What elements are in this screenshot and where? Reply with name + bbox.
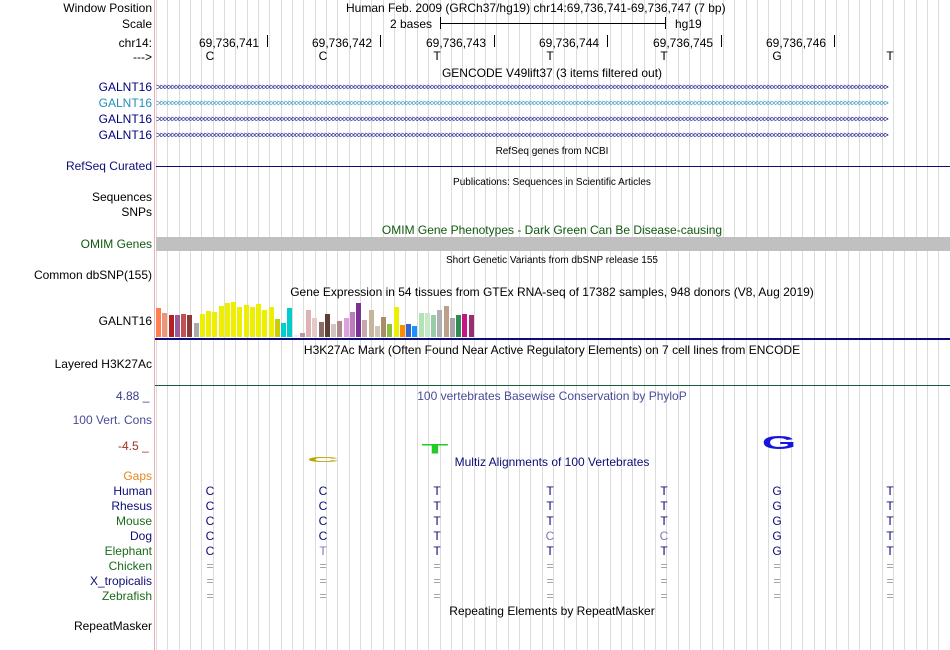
conservation-logo-t: T: [421, 441, 449, 457]
reference-base: C: [318, 49, 328, 63]
gtex-tissue-bar[interactable]: [387, 324, 392, 337]
gtex-tissue-bar[interactable]: [319, 322, 324, 337]
gencode-transcript-label[interactable]: GALNT16: [98, 96, 152, 110]
alignment-gap-marker: =: [546, 589, 554, 603]
gencode-transcript-label[interactable]: GALNT16: [98, 112, 152, 126]
reference-base: C: [205, 49, 215, 63]
coordinate-label: 69,736,743: [426, 36, 487, 50]
coordinate-tick: [494, 35, 495, 47]
alignment-gap-marker: =: [433, 589, 441, 603]
gencode-track-title[interactable]: GENCODE V49lift37 (3 items filtered out): [441, 66, 663, 80]
reference-base: G: [772, 49, 782, 63]
species-label[interactable]: Dog: [129, 529, 152, 543]
conservation-track-title[interactable]: 100 vertebrates Basewise Conservation by PhyloP: [417, 389, 687, 403]
gtex-tissue-bar[interactable]: [262, 310, 267, 337]
alignment-gap-marker: =: [660, 559, 668, 573]
reference-base: T: [660, 49, 668, 63]
alignment-base: T: [433, 499, 441, 513]
alignment-base: C: [205, 529, 215, 543]
window-position-value[interactable]: Human Feb. 2009 (GRCh37/hg19) chr14:69,736,741-69,736,747 (7 bp): [346, 1, 726, 15]
gtex-tissue-bar[interactable]: [469, 315, 474, 337]
scale-value: 2 bases: [390, 17, 433, 31]
alignment-base: T: [660, 544, 668, 558]
alignment-base: C: [318, 514, 328, 528]
alignment-base: C: [205, 544, 215, 558]
alignment-gap-marker: =: [206, 559, 214, 573]
conservation-track-label[interactable]: 100 Vert. Cons: [72, 413, 152, 427]
alignment-base: T: [546, 544, 554, 558]
alignment-base: G: [772, 484, 782, 498]
alignment-base: C: [545, 529, 555, 543]
gtex-tissue-bar[interactable]: [369, 310, 374, 337]
multiz-gaps-label[interactable]: Gaps: [123, 469, 152, 483]
gtex-tissue-bar[interactable]: [456, 315, 461, 337]
species-label[interactable]: Rhesus: [111, 499, 152, 513]
alignment-base: T: [886, 484, 894, 498]
gtex-tissue-bar[interactable]: [400, 325, 405, 337]
species-label[interactable]: Chicken: [108, 559, 152, 573]
gtex-tissue-bar[interactable]: [244, 305, 249, 337]
alignment-base: C: [205, 514, 215, 528]
gtex-tissue-bar[interactable]: [219, 306, 224, 337]
species-label[interactable]: X_tropicalis: [89, 574, 152, 588]
species-label[interactable]: Human: [113, 484, 152, 498]
alignment-gap-marker: =: [660, 589, 668, 603]
gtex-tissue-bar[interactable]: [431, 315, 436, 337]
alignment-base: T: [319, 544, 327, 558]
publications-snps-label[interactable]: SNPs: [121, 205, 152, 219]
gtex-tissue-bar[interactable]: [350, 312, 355, 337]
gtex-tissue-bar[interactable]: [225, 303, 230, 337]
h3k27ac-baseline: [155, 385, 950, 386]
alignment-gap-marker: =: [886, 589, 894, 603]
alignment-gap-marker: =: [546, 574, 554, 588]
gtex-tissue-bar[interactable]: [294, 335, 299, 337]
gtex-tissue-bar[interactable]: [344, 318, 349, 337]
gtex-tissue-bar[interactable]: [275, 319, 280, 337]
alignment-base: C: [318, 484, 328, 498]
dbsnp-track-title[interactable]: Short Genetic Variants from dbSNP release 155: [446, 255, 658, 266]
alignment-gap-marker: =: [319, 559, 327, 573]
alignment-base: T: [546, 514, 554, 528]
gtex-tissue-bar[interactable]: [306, 310, 311, 337]
gtex-tissue-bar[interactable]: [406, 324, 411, 337]
reference-base: T: [886, 49, 894, 63]
gtex-tissue-bar[interactable]: [419, 313, 424, 337]
reference-base: T: [433, 49, 441, 63]
coordinate-label: 69,736,746: [766, 36, 827, 50]
alignment-base: C: [318, 499, 328, 513]
repeatmasker-track-title[interactable]: Repeating Elements by RepeatMasker: [449, 604, 655, 618]
alignment-base: T: [886, 544, 894, 558]
refseq-track-label[interactable]: RefSeq Curated: [65, 159, 152, 173]
conservation-min-value: -4.5 _: [118, 439, 149, 453]
gtex-tissue-bar[interactable]: [200, 314, 205, 337]
alignment-base: T: [433, 544, 441, 558]
gtex-tissue-bar[interactable]: [287, 308, 292, 337]
gtex-tissue-bar[interactable]: [394, 307, 399, 337]
gtex-tissue-bar[interactable]: [412, 326, 417, 337]
gtex-tissue-bar[interactable]: [206, 311, 211, 337]
gencode-transcript-line[interactable]: >>>>>>>>>>>>>>>>>>>>>>>>>>>>>>>>>>>>>>>>>>>>>>>>>>>>>>>>>>>>>>>>>>>>>>>>>>>>>>>>>>>>>>>>>>>>>>>>>>>>>>>>>>>>>>>>>>>>>>>>>>>>>>>>>>>>>>>>>>>>>>>>>>>>>>>>>>>>>>>>>>>>>>>>>>>>>>>>>>>>>>>>>>>>>>>>>>>>>>>>: [156, 82, 888, 92]
gtex-tissue-bar[interactable]: [437, 310, 442, 337]
refseq-gene-line[interactable]: [156, 166, 950, 167]
gtex-tissue-bar[interactable]: [312, 318, 317, 337]
scale-bar-tick-right: [665, 17, 666, 29]
alignment-base: T: [886, 514, 894, 528]
h3k27ac-track-title[interactable]: H3K27Ac Mark (Often Found Near Active Regulatory Elements) on 7 cell lines from ENCODE: [303, 343, 801, 357]
gtex-tissue-bar[interactable]: [281, 323, 286, 337]
coordinate-label: 69,736,745: [653, 36, 714, 50]
h3k27ac-track-label[interactable]: Layered H3K27Ac: [54, 357, 152, 371]
scale-bar: [440, 23, 666, 24]
alignment-gap-marker: =: [319, 574, 327, 588]
alignment-base: C: [205, 484, 215, 498]
alignment-base: T: [546, 499, 554, 513]
coordinate-label: 69,736,741: [199, 36, 260, 50]
alignment-gap-marker: =: [773, 559, 781, 573]
gtex-track-label[interactable]: GALNT16: [98, 314, 152, 328]
gtex-tissue-bar[interactable]: [169, 315, 174, 337]
gtex-tissue-bar[interactable]: [375, 326, 380, 337]
alignment-gap-marker: =: [886, 574, 894, 588]
alignment-gap-marker: =: [319, 589, 327, 603]
species-label[interactable]: Elephant: [104, 544, 152, 558]
gtex-baseline: [155, 338, 950, 340]
alignment-base: T: [433, 529, 441, 543]
gtex-tissue-bar[interactable]: [212, 312, 217, 337]
gtex-tissue-bar[interactable]: [425, 313, 430, 337]
gtex-bar-chart[interactable]: [156, 299, 536, 337]
alignment-base: G: [772, 529, 782, 543]
omim-gene-bar[interactable]: [156, 237, 950, 251]
gencode-transcript-line[interactable]: >>>>>>>>>>>>>>>>>>>>>>>>>>>>>>>>>>>>>>>>>>>>>>>>>>>>>>>>>>>>>>>>>>>>>>>>>>>>>>>>>>>>>>>>>>>>>>>>>>>>>>>>>>>>>>>>>>>>>>>>>>>>>>>>>>>>>>>>>>>>>>>>>>>>>>>>>>>>>>>>>>>>>>>>>>>>>>>>>>>>>>>>>>>>>>>>>>>>>>>>: [156, 114, 888, 124]
alignment-base: G: [772, 499, 782, 513]
alignment-base: T: [886, 499, 894, 513]
coordinate-tick: [721, 35, 722, 47]
strand-direction-label[interactable]: --->: [133, 50, 152, 64]
alignment-gap-marker: =: [206, 574, 214, 588]
gtex-tissue-bar[interactable]: [175, 315, 180, 337]
gtex-tissue-bar[interactable]: [250, 307, 255, 337]
alignment-base: C: [205, 499, 215, 513]
gtex-tissue-bar[interactable]: [444, 306, 449, 337]
gtex-tissue-bar[interactable]: [162, 313, 167, 337]
alignment-gap-marker: =: [886, 559, 894, 573]
coordinate-tick: [267, 35, 268, 47]
gencode-transcript-line[interactable]: >>>>>>>>>>>>>>>>>>>>>>>>>>>>>>>>>>>>>>>>>>>>>>>>>>>>>>>>>>>>>>>>>>>>>>>>>>>>>>>>>>>>>>>>>>>>>>>>>>>>>>>>>>>>>>>>>>>>>>>>>>>>>>>>>>>>>>>>>>>>>>>>>>>>>>>>>>>>>>>>>>>>>>>>>>>>>>>>>>>>>>>>>>>>>>>>>>>>>>>>: [156, 130, 888, 140]
gtex-tissue-bar[interactable]: [337, 321, 342, 337]
omim-track-label[interactable]: OMIM Genes: [80, 237, 152, 251]
gtex-tissue-bar[interactable]: [331, 324, 336, 337]
gtex-tissue-bar[interactable]: [181, 314, 186, 337]
gtex-tissue-bar[interactable]: [231, 302, 236, 337]
species-label[interactable]: Zebrafish: [101, 589, 152, 603]
gtex-tissue-bar[interactable]: [187, 315, 192, 337]
conservation-max-value: 4.88 _: [116, 389, 150, 403]
repeatmasker-track-label[interactable]: RepeatMasker: [73, 619, 152, 633]
gtex-tissue-bar[interactable]: [300, 333, 305, 337]
publications-sequences-label[interactable]: Sequences: [91, 190, 152, 204]
coordinate-label: 69,736,744: [539, 36, 600, 50]
gtex-tissue-bar[interactable]: [450, 318, 455, 337]
alignment-gap-marker: =: [546, 559, 554, 573]
alignment-gap-marker: =: [660, 574, 668, 588]
coordinate-label: 69,736,742: [312, 36, 373, 50]
gtex-tissue-bar[interactable]: [462, 314, 467, 337]
gencode-transcript-line[interactable]: >>>>>>>>>>>>>>>>>>>>>>>>>>>>>>>>>>>>>>>>>>>>>>>>>>>>>>>>>>>>>>>>>>>>>>>>>>>>>>>>>>>>>>>>>>>>>>>>>>>>>>>>>>>>>>>>>>>>>>>>>>>>>>>>>>>>>>>>>>>>>>>>>>>>>>>>>>>>>>>>>>>>>>>>>>>>>>>>>>>>>>>>>>>>>>>>>>>>>>>>: [156, 98, 888, 108]
refseq-track-title[interactable]: RefSeq genes from NCBI: [495, 146, 609, 157]
scale-bar-tick-left: [440, 17, 441, 29]
multiz-track-title[interactable]: Multiz Alignments of 100 Vertebrates: [454, 455, 650, 469]
label-column-separator: [154, 0, 155, 650]
gtex-tissue-bar[interactable]: [156, 308, 161, 337]
alignment-base: G: [772, 544, 782, 558]
alignment-gap-marker: =: [773, 574, 781, 588]
coordinate-tick: [834, 35, 835, 47]
conservation-logo-c: C: [307, 455, 339, 464]
window-position-label: Window Position: [63, 1, 152, 15]
alignment-base: C: [659, 529, 669, 543]
alignment-base: C: [318, 529, 328, 543]
gtex-tissue-bar[interactable]: [256, 304, 261, 337]
alignment-base: T: [886, 529, 894, 543]
reference-base: T: [546, 49, 554, 63]
scale-label: Scale: [121, 17, 152, 31]
gtex-tissue-bar[interactable]: [362, 320, 367, 337]
gencode-transcript-label[interactable]: GALNT16: [98, 128, 152, 142]
publications-track-title[interactable]: Publications: Sequences in Scientific Articles: [453, 177, 651, 188]
alignment-gap-marker: =: [773, 589, 781, 603]
gtex-tissue-bar[interactable]: [237, 307, 242, 337]
alignment-base: T: [546, 484, 554, 498]
alignment-base: T: [433, 484, 441, 498]
gtex-tissue-bar[interactable]: [269, 307, 274, 337]
coordinate-tick: [380, 35, 381, 47]
alignment-base: T: [660, 499, 668, 513]
omim-track-title[interactable]: OMIM Gene Phenotypes - Dark Green Can Be Disease-causing: [381, 223, 723, 237]
alignment-base: T: [660, 484, 668, 498]
alignment-gap-marker: =: [433, 559, 441, 573]
chromosome-label: chr14:: [118, 36, 152, 50]
gencode-transcript-label[interactable]: GALNT16: [98, 80, 152, 94]
scale-assembly: hg19: [675, 17, 702, 31]
species-label[interactable]: Mouse: [115, 514, 152, 528]
dbsnp-track-label[interactable]: Common dbSNP(155): [33, 268, 152, 282]
gtex-track-title[interactable]: Gene Expression in 54 tissues from GTEx RNA-seq of 17382 samples, 948 donors (V8, Aug 2019): [290, 285, 814, 299]
gtex-tissue-bar[interactable]: [356, 303, 361, 337]
gtex-tissue-bar[interactable]: [325, 314, 330, 337]
gtex-tissue-bar[interactable]: [194, 323, 199, 337]
alignment-gap-marker: =: [433, 574, 441, 588]
conservation-logo-g: G: [761, 433, 797, 453]
alignment-gap-marker: =: [206, 589, 214, 603]
alignment-base: G: [772, 514, 782, 528]
alignment-base: T: [433, 514, 441, 528]
alignment-base: T: [660, 514, 668, 528]
gtex-tissue-bar[interactable]: [381, 317, 386, 337]
coordinate-tick: [607, 35, 608, 47]
